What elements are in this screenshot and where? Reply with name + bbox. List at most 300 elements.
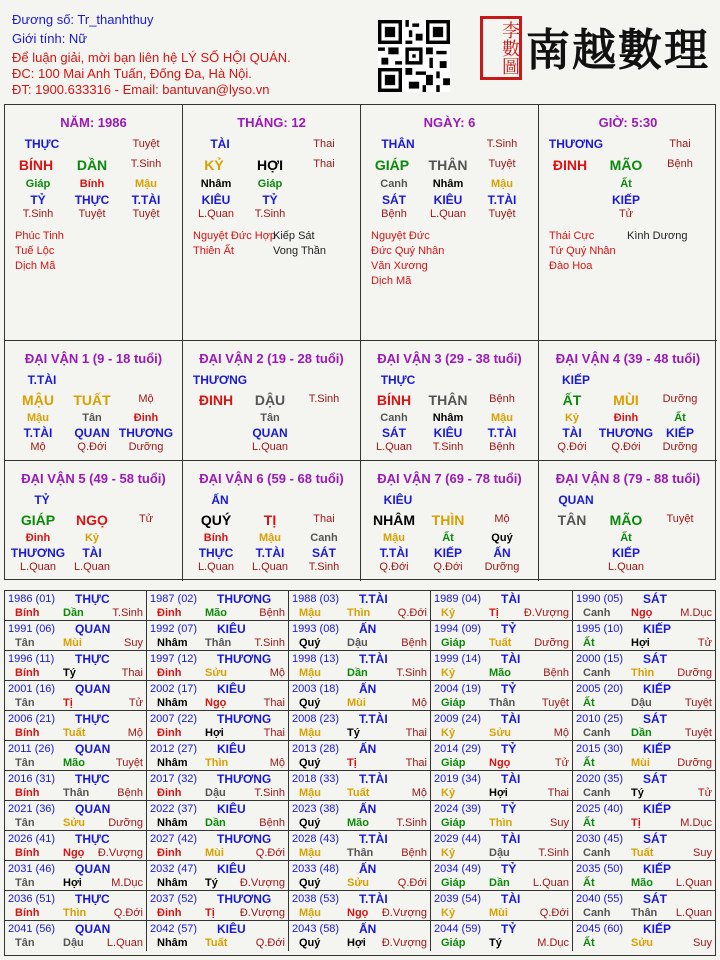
year-chi: Sửu <box>631 937 654 949</box>
dai-van-title: ĐẠI VẬN 8 (79 - 88 tuổi) <box>555 471 701 486</box>
special-star: Tuế Lộc <box>15 245 55 257</box>
year-god: TÀI <box>501 652 521 666</box>
year-can: Đinh <box>157 607 182 619</box>
dai-van-cell <box>5 341 183 461</box>
hidden-stem: Quý <box>491 532 513 544</box>
year-can: Mậu <box>299 607 321 619</box>
year-god: THƯƠNG <box>217 892 272 906</box>
year-state: Đ.Vượng <box>523 607 569 619</box>
year-god: SÁT <box>643 652 667 666</box>
year-chi: Mão <box>63 757 85 769</box>
year-god: T.TÀI <box>359 652 388 666</box>
year-god: ẤN <box>359 802 377 816</box>
year-chi: Ngọ <box>205 697 227 709</box>
year-state: Bệnh <box>401 847 427 859</box>
year-cell <box>573 861 715 891</box>
year-state: Mộ <box>127 727 143 739</box>
year-can: Canh <box>583 847 611 859</box>
hidden-state: T.Sinh <box>22 208 54 220</box>
dai-van-god: KIẾP <box>561 373 590 387</box>
hidden-stem: Mậu <box>491 412 513 424</box>
contact-invite: Để luận giải, mời bạn liên hệ LÝ SỐ HỘI QUÁN. <box>12 50 291 65</box>
hidden-stem: Ất <box>620 178 632 190</box>
hidden-state: Dưỡng <box>484 561 520 573</box>
year-can: Tân <box>15 877 35 889</box>
dai-van-title: ĐẠI VẬN 3 (29 - 38 tuổi) <box>377 351 522 366</box>
dai-van-chi: NGỌ <box>76 512 108 528</box>
year-label: 1988 (03) <box>292 593 340 605</box>
year-can: Ất <box>583 637 595 649</box>
year-god: THỰC <box>75 892 110 906</box>
year-can: Tân <box>15 697 35 709</box>
year-can: Bính <box>15 787 40 799</box>
year-state: Thai <box>547 787 569 799</box>
year-god: SÁT <box>643 892 667 906</box>
year-can: Quý <box>299 637 321 649</box>
dai-van-title: ĐẠI VẬN 4 (39 - 48 tuổi) <box>555 351 701 366</box>
bazi-main-grid <box>4 104 716 580</box>
qr-code-icon[interactable] <box>378 20 450 92</box>
year-label: 2044 (59) <box>434 923 482 935</box>
year-chi: Dần <box>631 727 652 739</box>
year-cell <box>5 681 147 711</box>
year-god: SÁT <box>643 772 667 786</box>
year-label: 1986 (01) <box>8 593 56 605</box>
year-state: Suy <box>693 847 712 859</box>
year-label: 2021 (36) <box>8 803 56 815</box>
year-can: Nhâm <box>157 757 188 769</box>
year-chi: Thân <box>489 697 516 709</box>
year-label: 2012 (27) <box>150 743 198 755</box>
year-god: KIẾP <box>643 862 672 876</box>
annual-luck-table <box>4 590 716 956</box>
hidden-state: Q.Đới <box>557 441 587 453</box>
year-label: 1995 (10) <box>576 623 624 635</box>
hidden-stem: Nhâm <box>432 412 464 424</box>
year-label: 2040 (55) <box>576 893 624 905</box>
hidden-state: Q.Đới <box>433 561 463 573</box>
hidden-stem: Tân <box>82 412 102 424</box>
hidden-god: THỰC <box>198 546 234 560</box>
hidden-stem: Ất <box>620 532 632 544</box>
year-can: Nhâm <box>157 877 188 889</box>
year-label: 2011 (26) <box>8 743 55 755</box>
year-god: QUAN <box>75 742 111 756</box>
year-chi: Tuất <box>631 847 654 859</box>
year-cell <box>573 741 715 771</box>
year-can: Quý <box>299 697 321 709</box>
year-state: Thai <box>121 667 143 679</box>
header <box>0 0 720 100</box>
year-god: THỰC <box>75 652 110 666</box>
hidden-stem: Mậu <box>135 178 157 190</box>
hidden-stem: Nhâm <box>200 178 232 190</box>
year-cell <box>147 861 289 891</box>
year-state: M.Dục <box>537 937 569 949</box>
year-god: TÀI <box>501 592 521 606</box>
year-chi: Dậu <box>347 637 368 649</box>
year-state: M.Dục <box>680 817 712 829</box>
pillar-title: NĂM: 1986 <box>60 115 127 130</box>
year-label: 1996 (11) <box>8 653 55 665</box>
year-god: QUAN <box>75 682 111 696</box>
hidden-god: ẤN <box>493 546 511 560</box>
year-god: T.TÀI <box>359 832 388 846</box>
year-can: Giáp <box>441 637 466 649</box>
year-label: 2025 (40) <box>576 803 624 815</box>
dai-van-god: KIÊU <box>383 493 413 507</box>
year-label: 2019 (34) <box>434 773 482 785</box>
year-chi: Mão <box>631 877 653 889</box>
pillar-can: KỶ <box>204 157 224 173</box>
hidden-stem: Canh <box>310 532 338 544</box>
hidden-stem: Đinh <box>25 532 51 544</box>
year-cell <box>147 801 289 831</box>
year-can: Quý <box>299 757 321 769</box>
hidden-god: SÁT <box>382 193 406 207</box>
year-label: 1993 (08) <box>292 623 340 635</box>
year-label: 2042 (57) <box>150 923 198 935</box>
year-cell <box>431 591 573 621</box>
year-can: Tân <box>15 937 35 949</box>
year-cell <box>431 921 573 951</box>
dai-van-title: ĐẠI VẬN 5 (49 - 58 tuổi) <box>21 471 166 486</box>
dai-van-can: NHÂM <box>373 512 415 528</box>
year-cell <box>431 711 573 741</box>
year-can: Bính <box>15 907 40 919</box>
year-state: Thai <box>405 757 427 769</box>
hidden-state: L.Quan <box>429 208 467 220</box>
hidden-god: KIẾP <box>611 546 640 560</box>
year-state: Thai <box>263 727 285 739</box>
hidden-stem: Ất <box>442 532 454 544</box>
year-state: T.Sinh <box>254 637 285 649</box>
year-state: Đ.Vượng <box>239 877 285 889</box>
year-label: 2033 (48) <box>292 863 340 875</box>
hidden-state: Tuyệt <box>78 208 106 220</box>
year-chi: Mão <box>205 607 227 619</box>
year-cell <box>5 861 147 891</box>
hidden-god: T.TÀI <box>23 426 53 440</box>
year-cell <box>289 681 431 711</box>
year-cell <box>147 831 289 861</box>
hidden-stem: Mậu <box>383 532 405 544</box>
year-god: TỶ <box>501 742 517 756</box>
year-can: Kỷ <box>441 787 456 799</box>
pillar-title: NGÀY: 6 <box>423 115 476 130</box>
hidden-god: T.TÀI <box>487 426 517 440</box>
year-chi: Tuất <box>347 787 370 799</box>
year-chi: Thìn <box>63 907 87 919</box>
year-label: 1998 (13) <box>292 653 340 665</box>
year-chi: Tý <box>63 667 76 679</box>
year-chi: Sửu <box>205 667 228 679</box>
year-label: 2027 (42) <box>150 833 198 845</box>
hidden-stem: Bính <box>79 178 105 190</box>
pillar-god: TÀI <box>210 137 230 151</box>
year-god: ẤN <box>359 862 377 876</box>
hidden-god: KIẾP <box>433 546 462 560</box>
year-chi: Dần <box>205 817 226 829</box>
year-state: Mộ <box>269 667 285 679</box>
year-label: 1999 (14) <box>434 653 482 665</box>
hidden-state: L.Quan <box>251 561 289 573</box>
year-god: TÀI <box>501 712 521 726</box>
dai-van-chi: DẬU <box>254 392 286 408</box>
year-god: KIÊU <box>217 622 246 636</box>
year-chi: Tị <box>347 757 357 769</box>
year-label: 2006 (21) <box>8 713 56 725</box>
dai-van-god: ẤN <box>211 493 229 507</box>
year-label: 2020 (35) <box>576 773 624 785</box>
year-state: Q.Đới <box>397 877 427 889</box>
year-state: Q.Đới <box>113 907 143 919</box>
year-god: ẤN <box>359 622 377 636</box>
year-god: THỰC <box>75 592 110 606</box>
pillar-cell <box>539 105 717 341</box>
year-cell <box>289 891 431 921</box>
year-state: Q.Đới <box>539 907 569 919</box>
year-chi: Thìn <box>205 757 229 769</box>
year-cell <box>573 801 715 831</box>
year-can: Ất <box>583 817 595 829</box>
hidden-state: T.Sinh <box>432 441 464 453</box>
year-chi: Hợi <box>63 877 82 889</box>
year-state: Suy <box>550 817 569 829</box>
dai-van-state: T.Sinh <box>308 393 340 405</box>
dai-van-state: Mộ <box>138 393 154 405</box>
hidden-state: Bệnh <box>381 208 407 220</box>
year-god: KIÊU <box>217 742 246 756</box>
year-state: Dưỡng <box>677 757 712 769</box>
year-cell <box>573 891 715 921</box>
year-state: Mộ <box>411 787 427 799</box>
year-cell <box>289 801 431 831</box>
year-god: THƯƠNG <box>217 712 272 726</box>
dai-van-chi: THÌN <box>431 512 465 528</box>
special-star: Phúc Tinh <box>15 230 64 242</box>
dai-van-title: ĐẠI VẬN 6 (59 - 68 tuổi) <box>199 471 344 486</box>
dai-van-cell <box>539 341 717 461</box>
year-chi: Ngọ <box>347 907 369 919</box>
year-state: T.Sinh <box>396 667 427 679</box>
year-god: T.TÀI <box>359 712 388 726</box>
dai-van-state: Thai <box>313 513 335 525</box>
dai-van-title: ĐẠI VẬN 1 (9 - 18 tuổi) <box>24 351 163 366</box>
year-cell <box>5 921 147 951</box>
year-chi: Tuất <box>63 727 86 739</box>
dai-van-cell <box>539 461 717 581</box>
pillar-can: ĐINH <box>552 157 588 173</box>
hidden-stem: Canh <box>380 178 408 190</box>
dai-van-state: Bệnh <box>489 393 515 405</box>
year-label: 2009 (24) <box>434 713 482 725</box>
year-chi: Mùi <box>63 637 82 649</box>
hidden-state: Tuyệt <box>132 208 160 220</box>
dai-van-can: MẬU <box>22 392 54 408</box>
year-god: ẤN <box>359 742 377 756</box>
year-god: T.TÀI <box>359 892 388 906</box>
year-chi: Mão <box>489 667 511 679</box>
year-cell <box>5 831 147 861</box>
year-label: 2031 (46) <box>8 863 56 875</box>
year-god: THƯƠNG <box>217 592 272 606</box>
hidden-god: KIẾP <box>611 193 640 207</box>
phone-email[interactable]: ĐT: 1900.633316 - Email: bantuvan@lyso.vn <box>12 82 270 97</box>
dai-van-can: GIÁP <box>20 512 56 528</box>
dai-van-chi: MÙI <box>613 392 639 408</box>
year-state: Tuyệt <box>684 727 712 739</box>
year-can: Đinh <box>157 787 182 799</box>
pillar-can: BÍNH <box>18 157 54 173</box>
year-can: Canh <box>583 667 611 679</box>
year-can: Bính <box>15 667 40 679</box>
year-state: Bệnh <box>401 637 427 649</box>
dai-van-can: ĐINH <box>198 392 234 408</box>
year-god: KIẾP <box>643 742 672 756</box>
pillar-title: THÁNG: 12 <box>237 115 306 130</box>
dai-van-state: Mộ <box>494 513 510 525</box>
year-chi: Hợi <box>205 727 224 739</box>
year-can: Quý <box>299 877 321 889</box>
pillar-chi: MÃO <box>609 157 643 173</box>
year-state: L.Quan <box>532 877 569 889</box>
hidden-god: KIÊU <box>433 426 463 440</box>
year-cell <box>147 741 289 771</box>
year-chi: Mùi <box>347 697 366 709</box>
year-cell <box>147 771 289 801</box>
year-chi: Tý <box>347 727 360 739</box>
year-cell <box>431 621 573 651</box>
dai-van-god: TỶ <box>34 493 50 507</box>
dai-van-cell <box>361 461 539 581</box>
year-can: Nhâm <box>157 817 188 829</box>
pillar-cell <box>5 105 183 341</box>
year-can: Mậu <box>299 847 321 859</box>
year-state: Mộ <box>411 697 427 709</box>
year-can: Quý <box>299 817 321 829</box>
year-state: T.Sinh <box>538 847 569 859</box>
year-cell <box>147 891 289 921</box>
year-cell <box>147 591 289 621</box>
pillar-chi-state: T.Sinh <box>130 158 162 170</box>
year-label: 2039 (54) <box>434 893 482 905</box>
year-state: T.Sinh <box>112 607 143 619</box>
year-chi: Sửu <box>489 727 512 739</box>
year-can: Canh <box>583 607 611 619</box>
year-label: 2032 (47) <box>150 863 198 875</box>
year-cell <box>573 681 715 711</box>
year-cell <box>289 771 431 801</box>
year-god: THƯƠNG <box>217 772 272 786</box>
year-can: Đinh <box>157 727 182 739</box>
hidden-god: T.TÀI <box>255 546 285 560</box>
pillar-chi-state: Tuyệt <box>488 158 516 170</box>
dai-van-can: ẤT <box>562 392 582 408</box>
hidden-god: KIÊU <box>433 193 463 207</box>
seal-stamp: 李數圖 <box>480 16 522 80</box>
year-label: 1989 (04) <box>434 593 482 605</box>
year-cell <box>147 681 289 711</box>
dai-van-chi: MÃO <box>609 512 643 528</box>
year-god: THỰC <box>75 832 110 846</box>
year-god: T.TÀI <box>359 772 388 786</box>
hidden-state: L.Quan <box>73 561 111 573</box>
year-god: ẤN <box>359 922 377 936</box>
year-chi: Tuất <box>205 937 228 949</box>
year-cell <box>5 741 147 771</box>
year-god: TỶ <box>501 682 517 696</box>
dai-van-state: Tử <box>138 513 154 525</box>
dai-van-title: ĐẠI VẬN 7 (69 - 78 tuổi) <box>377 471 522 486</box>
hidden-stem: Mậu <box>491 178 513 190</box>
year-label: 2008 (23) <box>292 713 340 725</box>
dai-van-chi: THÂN <box>428 392 468 408</box>
year-cell <box>431 681 573 711</box>
dai-van-can: QUÝ <box>200 512 232 528</box>
year-state: Bệnh <box>259 817 285 829</box>
special-star: Dịch Mã <box>15 260 56 272</box>
year-label: 2010 (25) <box>576 713 624 725</box>
year-state: T.Sinh <box>254 787 285 799</box>
year-label: 2023 (38) <box>292 803 340 815</box>
year-state: L.Quan <box>106 937 143 949</box>
hidden-state: T.Sinh <box>308 561 340 573</box>
year-god: THỰC <box>75 712 110 726</box>
year-chi: Tý <box>631 787 644 799</box>
year-cell <box>431 651 573 681</box>
year-chi: Thìn <box>489 817 513 829</box>
pillar-god: THỰC <box>24 137 60 151</box>
year-god: KIÊU <box>217 802 246 816</box>
year-label: 2016 (31) <box>8 773 56 785</box>
year-cell <box>431 801 573 831</box>
year-can: Ất <box>583 937 595 949</box>
hidden-god: KIẾP <box>665 426 694 440</box>
year-god: KIẾP <box>643 622 672 636</box>
special-star: Tứ Quý Nhân <box>549 245 616 257</box>
hidden-god: TÀI <box>82 546 102 560</box>
hidden-state: Dưỡng <box>662 441 698 453</box>
year-label: 2004 (19) <box>434 683 482 695</box>
year-state: L.Quan <box>675 877 712 889</box>
special-star-2: Kình Dương <box>627 230 688 242</box>
year-cell <box>289 741 431 771</box>
year-label: 2003 (18) <box>292 683 340 695</box>
year-chi: Dậu <box>205 787 226 799</box>
year-cell <box>573 921 715 951</box>
year-cell <box>289 591 431 621</box>
year-label: 2018 (33) <box>292 773 340 785</box>
hidden-god: THỰC <box>74 193 110 207</box>
year-chi: Tý <box>489 937 502 949</box>
hidden-state: L.Quan <box>251 441 289 453</box>
pillar-cell <box>361 105 539 341</box>
dai-van-cell <box>5 461 183 581</box>
dai-van-state: Dưỡng <box>662 393 698 405</box>
dai-van-god: THƯƠNG <box>192 373 248 387</box>
hidden-god: QUAN <box>252 426 288 440</box>
year-can: Đinh <box>157 847 182 859</box>
pillar-god: THƯƠNG <box>548 137 604 151</box>
year-label: 1992 (07) <box>150 623 198 635</box>
year-label: 2014 (29) <box>434 743 482 755</box>
special-star: Nguyệt Đức Hợp <box>193 230 277 242</box>
year-can: Giáp <box>441 877 466 889</box>
year-can: Canh <box>583 787 611 799</box>
year-cell <box>5 801 147 831</box>
hidden-state: T.Sinh <box>254 208 286 220</box>
